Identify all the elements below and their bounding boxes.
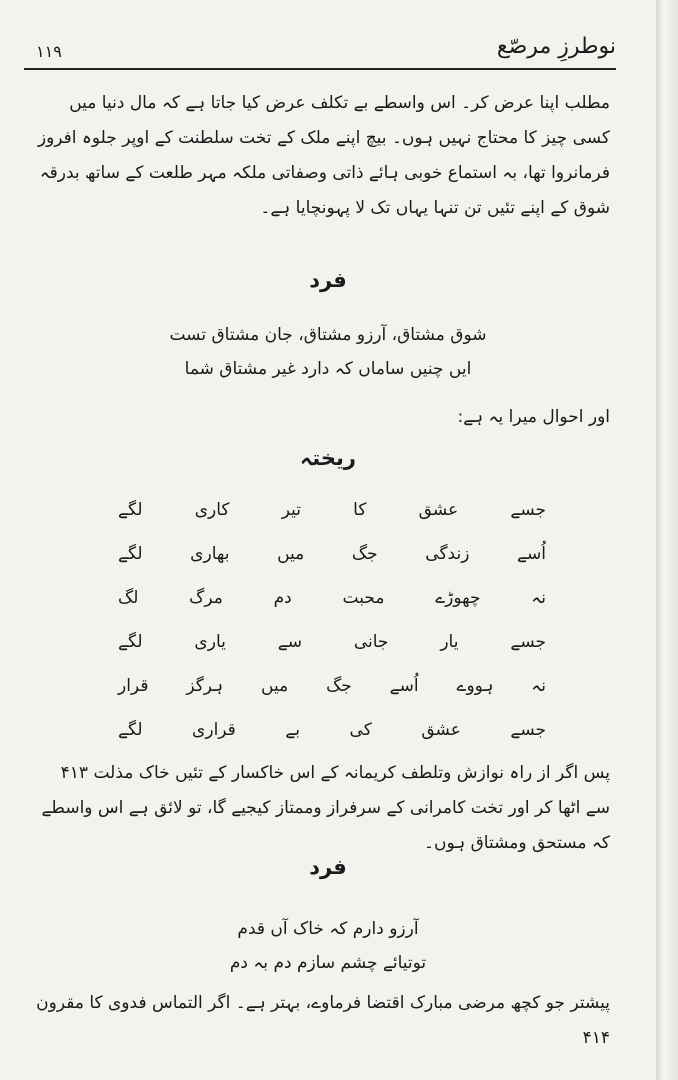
verse-line: جسے یار جانی سے یاری لگے xyxy=(118,632,546,652)
verse-line: جسے عشق کا تیر کاری لگے xyxy=(118,500,546,520)
rekhta-verse xyxy=(118,488,546,752)
couplet-1-line-2: ایں چنیں ساماں کہ دارد غیر مشتاق شما xyxy=(184,359,472,379)
page-number: ۱۱۹ xyxy=(36,42,62,61)
header-rule xyxy=(24,68,616,70)
intro-line: اور احوال میرا یہ ہے: xyxy=(457,407,610,427)
couplet-2-line-1: آرزو دارم کہ خاک آں قدم xyxy=(237,919,419,939)
verse-line: جسے عشق کی بے قراری لگے xyxy=(118,720,546,740)
verse-line: اُسے زندگی جگ میں بھاری لگے xyxy=(118,544,546,564)
couplet-2-line-2: توتیائے چشم سازم دم بہ دم xyxy=(229,953,427,973)
paragraph-3: پیشتر جو کچھ مرضی مبارک اقتضا فرماوے، بہتر ہے۔ اگر التماس فدوی کا مقرون ۴۱۴ xyxy=(36,993,610,1048)
couplet-1 xyxy=(110,318,546,386)
running-header xyxy=(24,28,616,68)
heading-fard-2: فرد xyxy=(309,855,347,879)
couplet-2 xyxy=(110,912,546,980)
running-title: نوطرزِ مرصّع xyxy=(496,34,616,59)
paragraph-2: پس اگر از راہ نوازش وتلطف کریمانہ کے اس خاکسار کے تئیں خاک مذلت ۴۱۳ سے اٹھا کر اور تخت کامرانی کے سرفراز وممتاز کیجیے گا، تو لائق ہے اس واسطے کہ مستحق ومشتاق ہوں۔ xyxy=(41,763,610,853)
paragraph-1: مطلب اپنا عرض کر۔ اس واسطے بے تکلف عرض کیا جاتا ہے کہ مال دنیا میں کسی چیز کا محتاج نہیں ہوں۔ بیچ اپنے ملک کے تخت سلطنت کے اوپر جلوہ افروز فرمانروا تھا، بہ استماع خوبی ہائے ذاتی وصفاتی ملکہ مہر طلعت کے ساتھ بدرقہ شوق کے اپنے تئیں تن تنہا یہاں تک لا پہونچایا ہے۔ xyxy=(37,93,610,218)
verse-line: نہ چھوڑے محبت دم مرگ لگ xyxy=(118,588,546,608)
couplet-1-line-1: شوق مشتاق، آرزو مشتاق، جان مشتاق تست xyxy=(169,325,487,345)
heading-rekhta: ریختہ xyxy=(300,446,356,470)
verse-line: نہ ہووے اُسے جگ میں ہرگز قرار xyxy=(118,676,546,696)
page-edge xyxy=(656,0,678,1080)
heading-fard-1: فرد xyxy=(309,268,347,292)
